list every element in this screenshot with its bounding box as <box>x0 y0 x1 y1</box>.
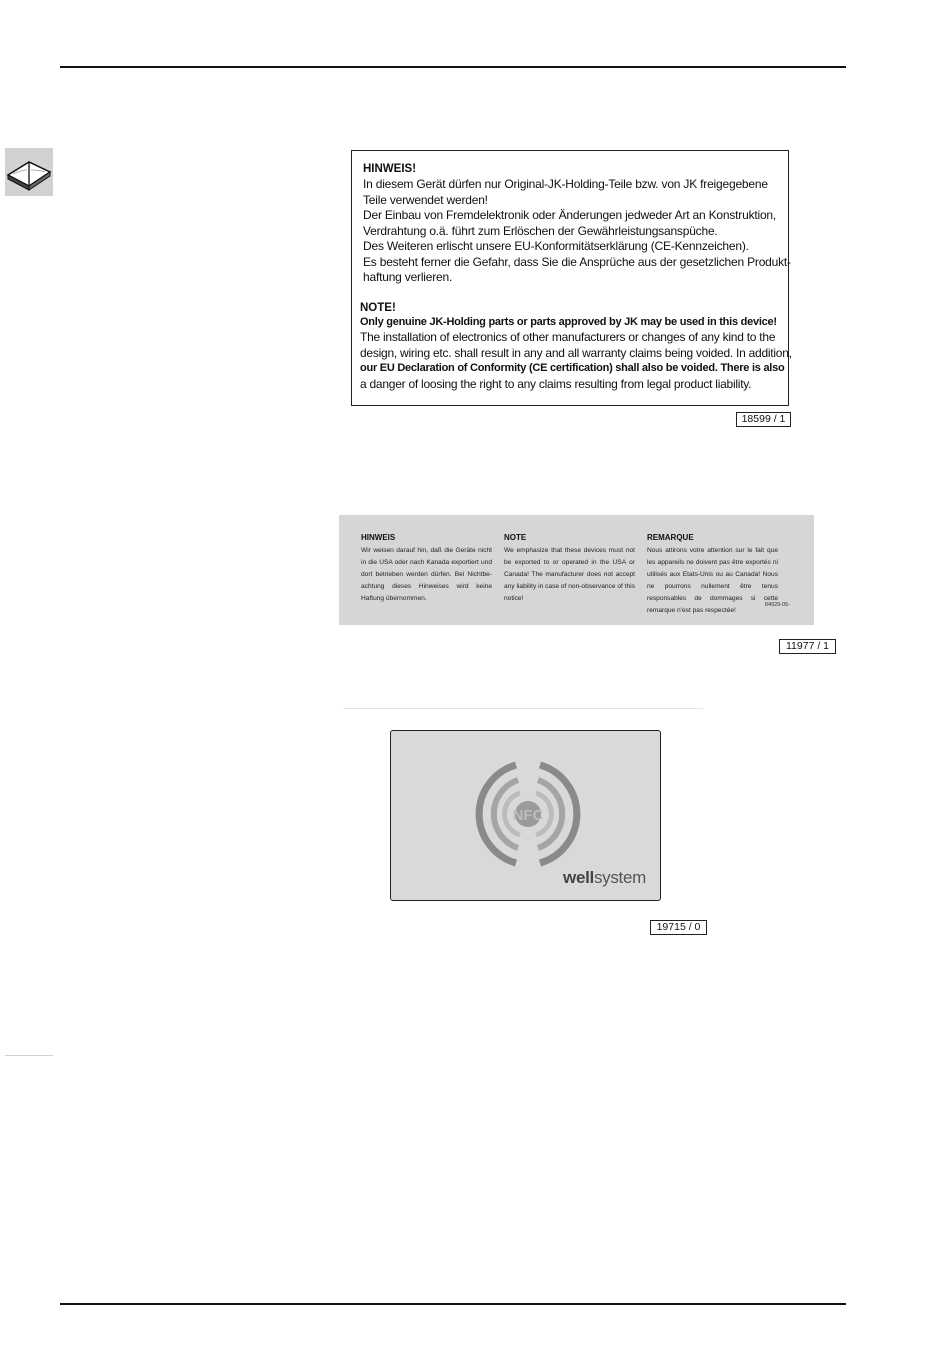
col-heading: HINWEIS <box>361 533 396 542</box>
brand-regular: system <box>593 868 646 887</box>
brand-bold: well <box>563 868 594 887</box>
export-col-de <box>361 533 492 625</box>
en-text <box>360 315 792 393</box>
de-heading: HINWEIS! <box>363 163 417 175</box>
en-line: design, wiring etc. shall result in any and all warranty claims being voided. In addition, <box>360 345 792 360</box>
de-line: haftung verlieren. <box>363 270 453 284</box>
en-line: The installation of electronics of other manufacturers or changes of any kind to the <box>360 330 776 344</box>
en-heading: NOTE! <box>360 301 396 314</box>
open-book-icon <box>5 148 53 196</box>
export-col-fr <box>647 533 778 625</box>
export-notice-label <box>339 515 814 625</box>
label-code: 84929-05- <box>764 602 790 608</box>
en-line: a danger of loosing the right to any claims resulting from legal product liability. <box>360 376 752 391</box>
nfc-card <box>390 730 661 901</box>
footer-rule <box>60 1303 846 1305</box>
col-text: Nous attirons votre attention sur le fait que les appareils ne doivent pas être exportés ni utilisés aux Etats-Unis ou au Canada! Nous ne pourrons nullement être tenus responsables de dommages si cette remarque n'est pas respectée! <box>647 547 778 614</box>
col-text: Wir weisen darauf hin, daß die Geräte nicht in die USA oder nach Kanada exportiert und dort betrieben werden dürfen. Bei Nichtbe-achtung dieses Hinweises wird keine Haftung übernommen. <box>361 547 492 602</box>
nfc-text: NFC <box>512 807 544 824</box>
col-heading: NOTE <box>504 533 527 542</box>
de-line: Des Weiteren erlischt unsere EU-Konformitätserklärung (CE-Kennzeichen). <box>363 239 749 253</box>
de-line: Teile verwendet werden! <box>363 192 488 207</box>
col-text: We emphasize that these devices must not be exported to or operated in the USA or Canada! The manufacturer does not accept any liability in case of non-observance of this notice! <box>504 547 635 602</box>
de-line: Der Einbau von Fremdelektronik oder Änderungen jedweder Art an Konstruktion, <box>363 208 777 222</box>
figure-ref-18599: 18599 / 1 <box>736 412 791 427</box>
figure-ref-11977: 11977 / 1 <box>779 639 836 654</box>
figure-ref-19715: 19715 / 0 <box>650 920 707 935</box>
de-line: Es besteht ferner die Gefahr, dass Sie die Ansprüche aus der gesetzlichen Produkt- <box>363 254 791 269</box>
wellsystem-logo <box>563 868 646 888</box>
export-col-en <box>504 533 635 625</box>
de-text <box>363 177 791 286</box>
de-line: Verdrahtung o.ä. führt zum Erlöschen der Gewährleistungsanspüche. <box>363 223 718 238</box>
book-tab <box>5 148 53 196</box>
en-line: our EU Declaration of Conformity (CE certification) shall also be voided. There is also <box>360 362 785 374</box>
col-heading: REMARQUE <box>647 533 694 542</box>
separator <box>343 708 703 709</box>
header-rule <box>60 66 846 68</box>
de-line: In diesem Gerät dürfen nur Original-JK-Holding-Teile bzw. von JK freigegebene <box>363 177 768 191</box>
side-mark <box>5 1055 53 1056</box>
warranty-notice-label <box>351 150 792 406</box>
en-line: Only genuine JK-Holding parts or parts approved by JK may be used in this device! <box>360 315 777 328</box>
